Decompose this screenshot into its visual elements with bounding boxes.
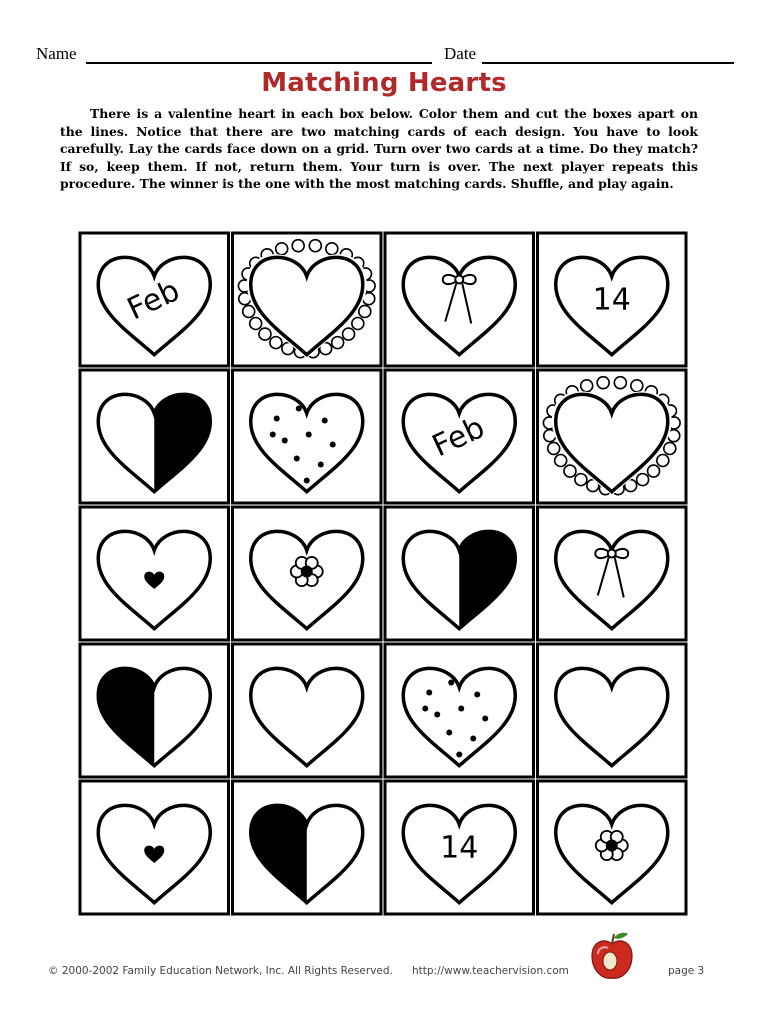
card-small-heart-inside[interactable]	[80, 781, 229, 914]
card-number-14[interactable]	[385, 781, 534, 914]
card-text: Feb	[122, 273, 186, 328]
card-plain[interactable]	[233, 644, 382, 777]
website-link[interactable]: http://www.teachervision.com	[412, 965, 569, 977]
name-date-bar	[36, 42, 736, 66]
name-field[interactable]	[86, 62, 432, 64]
card-grid	[78, 231, 688, 916]
date-field[interactable]	[482, 62, 734, 64]
card-plain[interactable]	[538, 644, 687, 777]
card-feb-text[interactable]	[385, 370, 534, 503]
card-number-14[interactable]	[538, 233, 687, 366]
date-label: Date	[444, 44, 477, 63]
page-number: page 3	[668, 965, 705, 977]
card-scalloped-border[interactable]	[538, 370, 687, 503]
card-feb-text[interactable]	[80, 233, 229, 366]
card-small-heart-inside[interactable]	[80, 507, 229, 640]
name-label: Name	[36, 44, 77, 63]
card-scalloped-border[interactable]	[233, 233, 382, 366]
card-bow[interactable]	[538, 507, 687, 640]
card-bow[interactable]	[385, 233, 534, 366]
card-text: Feb	[427, 410, 491, 465]
card-text: 14	[592, 282, 631, 318]
card-text: 14	[440, 830, 479, 866]
card-polka-dots[interactable]	[385, 644, 534, 777]
card-half-black[interactable]	[233, 781, 382, 914]
card-flower[interactable]	[538, 781, 687, 914]
page-title: Matching Hearts	[261, 68, 507, 98]
card-polka-dots[interactable]	[233, 370, 382, 503]
copyright-text: © 2000-2002 Family Education Network, Inc. All Rights Reserved.	[48, 965, 393, 977]
card-grid-svg	[78, 231, 688, 916]
footer	[0, 965, 768, 985]
card-half-black[interactable]	[385, 507, 534, 640]
card-half-black[interactable]	[80, 644, 229, 777]
card-flower[interactable]	[233, 507, 382, 640]
instructions-paragraph: There is a valentine heart in each box below. Color them and cut the boxes apart on the lines. Notice that there are two matching cards of each design. You have to look carefully. Lay the cards face down on a grid. Turn over two cards at a time. Do they match? If so, keep them. If not, return them. Your turn is over. The next player repeats this procedure. The winner is the one with the most matching cards. Shuffle, and play again.	[60, 106, 698, 192]
card-half-black[interactable]	[80, 370, 229, 503]
